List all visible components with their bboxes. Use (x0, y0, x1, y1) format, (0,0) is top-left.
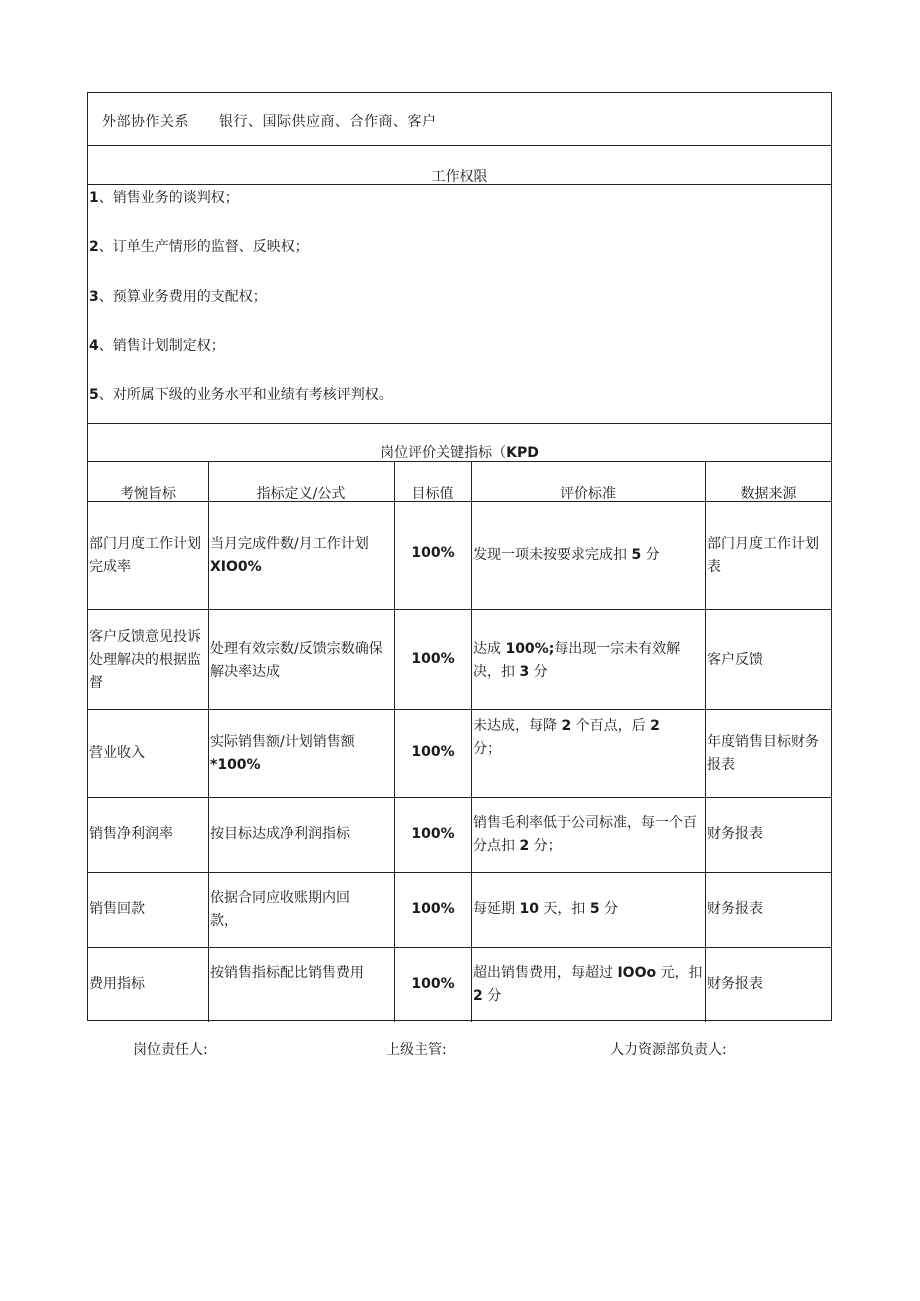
authority-item-text: 、销售计划制定权； (98, 338, 225, 354)
kpi-row-name: 费用指标 (89, 976, 145, 992)
kpi-row-target: 100% (411, 651, 455, 667)
authority-item-text: 、销售业务的谈判权； (98, 190, 239, 206)
column-divider (208, 461, 209, 1022)
kpi-row-criteria: 未达成，每降 2 个百点，后 2 分； (473, 718, 660, 757)
kpi-row-target: 100% (411, 976, 455, 992)
divider (88, 609, 831, 610)
divider (88, 145, 831, 146)
authority-item (89, 187, 239, 207)
signature-position-owner: 岗位责任人: (133, 1042, 208, 1058)
divider (88, 872, 831, 873)
kpi-row-target: 100% (411, 901, 455, 917)
divider (88, 423, 831, 424)
header-criteria: 评价标准 (560, 486, 616, 502)
header-target: 目标值 (411, 486, 454, 502)
divider (88, 709, 831, 710)
kpi-row-definition: 依据合同应收账期内回款， (210, 890, 350, 929)
authority-item (89, 335, 225, 355)
kpi-row-name: 营业收入 (89, 745, 145, 761)
divider (88, 947, 831, 948)
divider (88, 461, 831, 462)
kpi-row-criteria: 销售毛利率低于公司标准，每一个百分点扣 2 分； (473, 815, 697, 854)
signature-hr-head: 人力资源部负责人: (610, 1042, 727, 1058)
kpi-row-definition: 处理有效宗数/反馈宗数确保解决率达成 (210, 641, 383, 680)
external-cooperation-label: 外部协作关系 (102, 114, 189, 130)
kpi-title-prefix: 岗位评价关键指标（ (380, 445, 507, 461)
kpi-row-definition: 按目标达成净利润指标 (210, 826, 350, 842)
header-definition: 指标定义/公式 (256, 486, 346, 502)
divider (88, 501, 831, 502)
authority-item-text: 、对所属下级的业务水平和业绩有考核评判权。 (98, 387, 393, 403)
kpi-row-target: 100% (411, 545, 455, 561)
column-divider (471, 461, 472, 1022)
kpi-row-source: 年度销售目标财务报表 (707, 734, 819, 773)
kpi-row-criteria: 达成 100%;每出现一宗未有效解决，扣 3 分 (473, 641, 681, 680)
kpi-row-name: 销售回款 (89, 901, 145, 917)
authority-title: 工作权限 (431, 169, 488, 185)
job-description-table (87, 92, 832, 1021)
kpi-row-definition: 当月完成件数/月工作计划 XIO0% (210, 536, 369, 575)
divider (88, 797, 831, 798)
external-cooperation-row (102, 111, 437, 131)
kpi-row-definition: 按销售指标配比销售费用 (210, 965, 364, 981)
kpi-row-name: 销售净利润率 (89, 826, 173, 842)
signature-supervisor: 上级主管: (386, 1042, 447, 1058)
authority-item-number: 5 (89, 387, 99, 403)
divider (88, 184, 831, 185)
authority-item-number: 4 (89, 338, 99, 354)
header-source: 数据来源 (740, 486, 797, 502)
kpi-row-source: 财务报表 (707, 976, 763, 992)
kpi-row-criteria: 超出销售费用，每超过 IOOo 元，扣 2 分 (473, 965, 703, 1004)
header-kpi-name: 考惋旨标 (120, 486, 176, 502)
kpi-row-source: 客户反馈 (707, 652, 763, 668)
kpi-title (88, 442, 831, 462)
authority-item (89, 236, 309, 256)
kpi-row-target: 100% (411, 744, 455, 760)
kpi-row-source: 财务报表 (707, 901, 763, 917)
external-cooperation-value: 银行、国际供应商、合作商、客户 (219, 114, 437, 130)
authority-item-number: 2 (89, 239, 99, 255)
authority-item-text: 、订单生产情形的监督、反映权； (98, 239, 309, 255)
kpi-row-source: 财务报表 (707, 826, 763, 842)
kpi-row-target: 100% (411, 826, 455, 842)
authority-item-number: 1 (89, 190, 99, 206)
authority-item (89, 384, 393, 404)
kpi-row-criteria: 每延期 10 天，扣 5 分 (473, 901, 619, 917)
kpi-row-criteria: 发现一项未按要求完成扣 5 分 (473, 547, 660, 563)
kpi-row-source: 部门月度工作计划表 (707, 536, 819, 575)
authority-item (89, 286, 267, 306)
kpi-row-definition: 实际销售额/计划销售额 *100% (210, 734, 355, 773)
authority-item-number: 3 (89, 289, 99, 305)
kpi-row-name: 客户反馈意见投诉处理解决的根据监督 (89, 629, 201, 691)
kpi-row-name: 部门月度工作计划完成率 (89, 536, 201, 575)
column-divider (705, 461, 706, 1022)
authority-item-text: 、预算业务费用的支配权； (98, 289, 267, 305)
kpi-title-suffix: KPD (506, 445, 539, 461)
